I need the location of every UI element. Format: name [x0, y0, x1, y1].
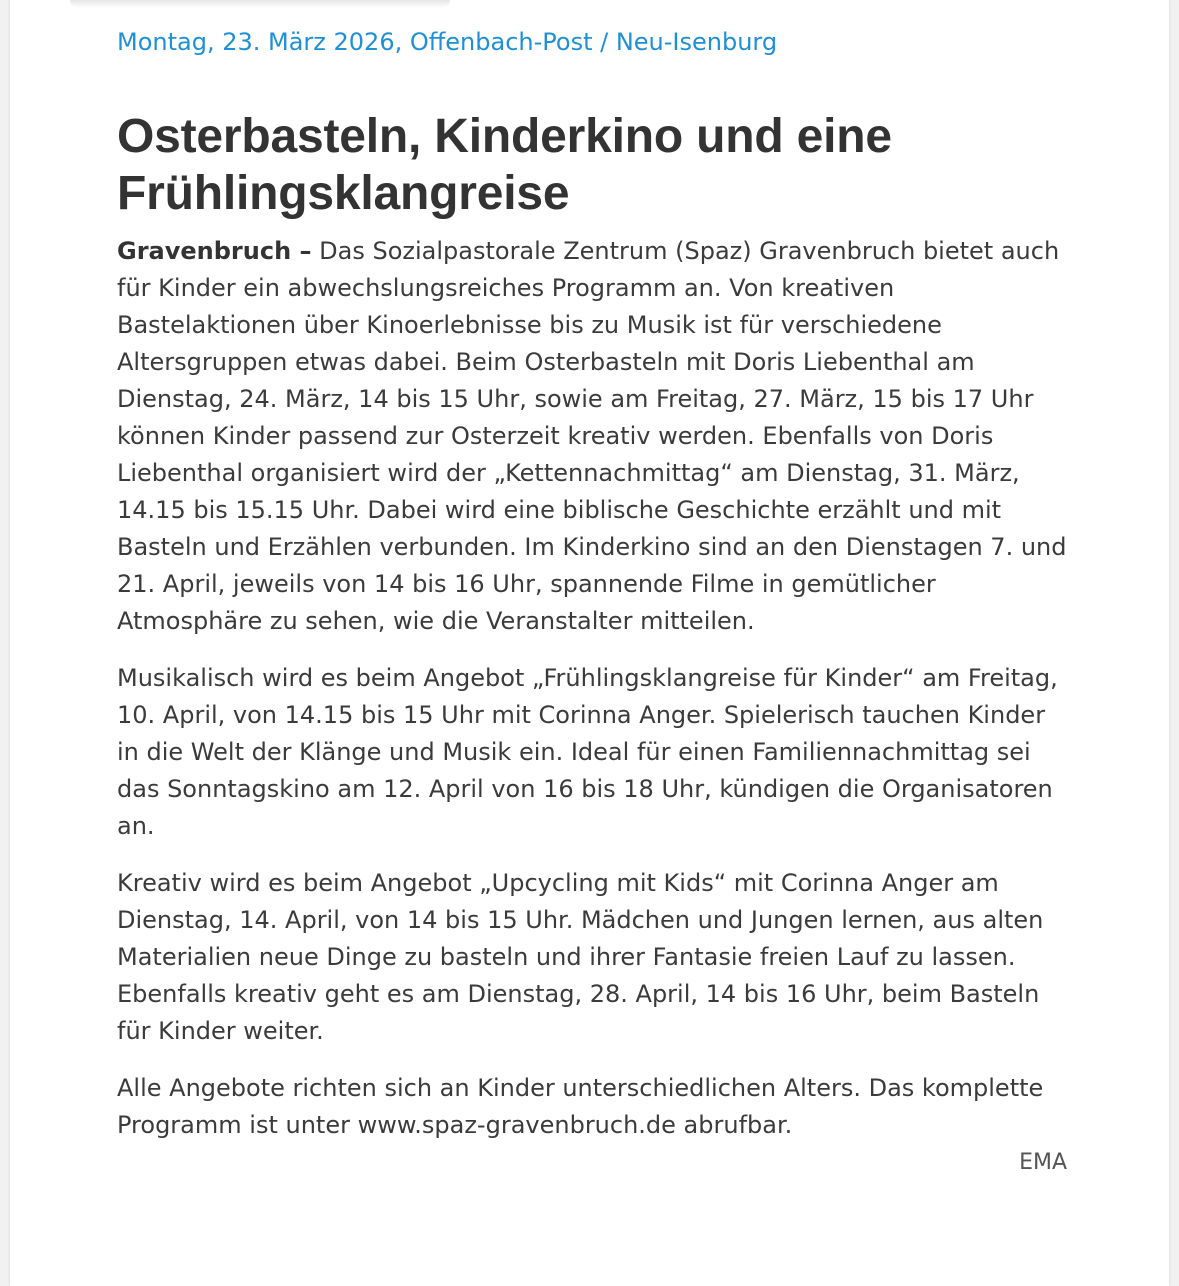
article-headline: Osterbasteln, Kinderkino und eine Frühlingsklangreise	[117, 110, 892, 220]
article-page	[10, 0, 1169, 1286]
article-content	[117, 20, 1067, 1178]
article-dateline: Montag, 23. März 2026, Offenbach-Post / Neu-Isenburg	[117, 28, 778, 56]
article-paragraph-4: Alle Angebote richten sich an Kinder unterschiedlichen Alters. Das komplette Programm ist unter www.spaz-gravenbruch.de abrufbar.	[117, 1074, 1044, 1139]
article-paragraph-2: Musikalisch wird es beim Angebot „Frühlingsklangreise für Kinder“ am Freitag, 10. April, von 14.15 bis 15 Uhr mit Corinna Anger. Spielerisch tauchen Kinder in die Welt der Klänge und Musik ein. Ideal für einen Familiennachmittag sei das Sonntagskino am 12. April von 16 bis 18 Uhr, kündigen die Organisatoren an.	[117, 664, 1058, 840]
article-body	[117, 233, 1067, 1178]
lead-location: Gravenbruch –	[117, 237, 312, 265]
article-paragraph-3: Kreativ wird es beim Angebot „Upcycling mit Kids“ mit Corinna Anger am Dienstag, 14. April, von 14 bis 15 Uhr. Mädchen und Jungen lernen, aus alten Materialien neue Dinge zu basteln und ihrer Fantasie freien Lauf zu lassen. Ebenfalls kreativ geht es am Dienstag, 28. April, 14 bis 16 Uhr, beim Basteln für Kinder weiter.	[117, 869, 1044, 1045]
article-author: EMA	[1019, 1150, 1067, 1175]
paragraph-1-text: Das Sozialpastorale Zentrum (Spaz) Gravenbruch bietet auch für Kinder ein abwechslungsreiches Programm an. Von kreativen Bastelaktionen über Kinoerlebnisse bis zu Musik ist für verschiedene Altersgruppen etwas dabei. Beim Osterbasteln mit Doris Liebenthal am Dienstag, 24. März, 14 bis 15 Uhr, sowie am Freitag, 27. März, 15 bis 17 Uhr können Kinder passend zur Osterzeit kreativ werden. Ebenfalls von Doris Liebenthal organisiert wird der „Kettennachmittag“ am Dienstag, 31. März, 14.15 bis 15.15 Uhr. Dabei wird eine biblische Geschichte erzählt und mit Basteln und Erzählen verbunden. Im Kinderkino sind an den Dienstagen 7. und 21. April, jeweils von 14 bis 16 Uhr, spannende Filme in gemütlicher Atmosphäre zu sehen, wie die Veranstalter mitteilen.	[117, 237, 1067, 635]
article-paragraph-1	[117, 233, 1067, 640]
page-top-shadow	[70, 0, 450, 8]
